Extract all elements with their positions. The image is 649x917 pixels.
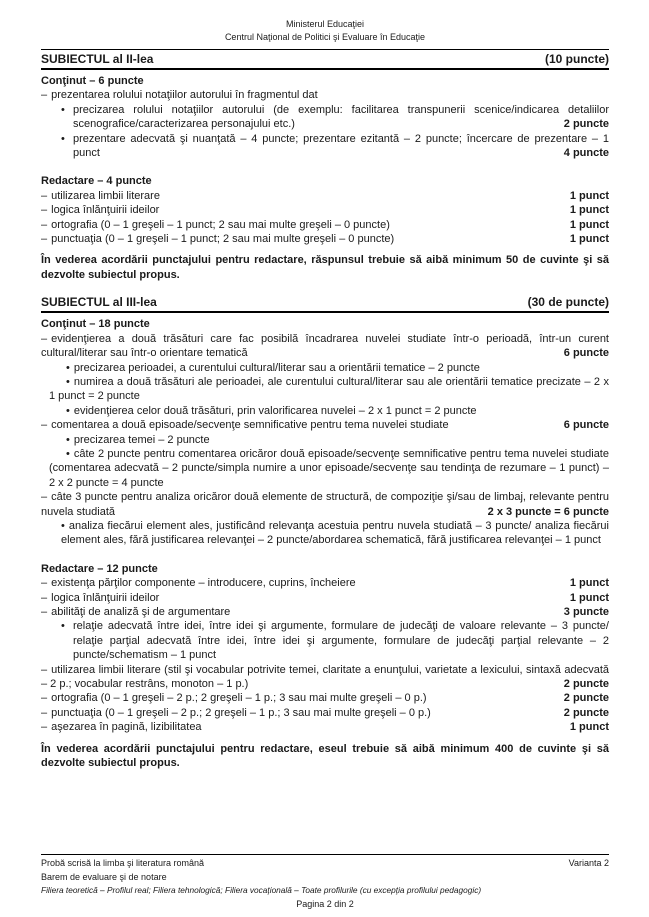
section-3-total-points: (30 de puncte) [527, 295, 609, 310]
rubric-text: precizarea temei – 2 puncte [73, 433, 210, 446]
section-3-title-bar [41, 294, 609, 313]
dash-marker: – [41, 491, 48, 504]
points-value: 3 puncte [558, 605, 609, 619]
document-type: Barem de evaluare şi de notare [41, 871, 167, 882]
points-value: 2 puncte [558, 691, 609, 705]
footer-divider [41, 854, 609, 855]
rubric-item [41, 103, 609, 132]
section-subiectul-2 [41, 49, 609, 282]
rubric-text: precizarea rolului notaţiilor autorului (de exemplu: facilitarea transpunerii scenice/indicarea detaliilor scenografice/caracterizarea personajului etc.) [73, 103, 609, 131]
rubric-text: punctuaţia (0 – 1 greşeli – 2 p.; 2 greşeli – 1 p.; 3 sau mai multe greşeli – 0 p.) [51, 706, 431, 719]
dash-marker: – [41, 233, 48, 246]
rubric-item [41, 591, 609, 605]
rubric-heading [41, 317, 609, 331]
dash-marker: – [41, 692, 48, 705]
rubric-item [41, 706, 609, 720]
section-2-title: SUBIECTUL al II-lea [41, 52, 154, 66]
rubric-text: evidenţierea a două trăsături care fac posibilă încadrarea nuvelei studiate într-o perioadă, într-un curent cultural/literar sau într-o orientare tematică [41, 332, 609, 360]
section-2-total-points: (10 puncte) [544, 52, 609, 66]
section-2-title-bar [41, 49, 609, 70]
rubric-item [41, 418, 609, 432]
bullet-marker: • [61, 620, 65, 633]
rubric-text: câte 2 puncte pentru comentarea oricăror două episoade/secvenţe semnificative pentru tema nuvelei studiate (comentarea adecvată – 2 puncte/simpla numire a unor episoade/secvenţe sau tendinţa de rezumare – 1 punct) – 2 x 2 puncte = 4 puncte [49, 447, 609, 489]
variant-label: Varianta 2 [568, 858, 609, 868]
points-value: 1 punct [564, 203, 609, 217]
bullet-marker: • [66, 361, 70, 374]
bullet-marker: • [66, 447, 70, 460]
rubric-item [41, 218, 609, 232]
rubric-item [41, 605, 609, 619]
rubric-text: ortografia (0 – 1 greşeli – 1 punct; 2 sau mai multe greşeli – 0 puncte) [51, 218, 390, 231]
points-value: 6 puncte [558, 418, 609, 432]
rubric-text: În vederea acordării punctajului pentru redactare, răspunsul trebuie să aibă minimum 50 de cuvinte şi să dezvolte subiectul propus. [41, 254, 609, 281]
rubric-item [41, 663, 609, 692]
dash-marker: – [41, 663, 48, 676]
bullet-marker: • [66, 404, 70, 417]
rubric-item [41, 490, 609, 519]
points-value: 1 punct [564, 591, 609, 605]
dash-marker: – [41, 189, 48, 202]
page-number: Pagina 2 din 2 [296, 898, 354, 909]
rubric-text: existenţa părţilor componente – introducere, cuprins, încheiere [51, 577, 356, 590]
rubric-item [41, 691, 609, 705]
rubric-item [41, 203, 609, 217]
rubric-text: comentarea a două episoade/secvenţe semnificative pentru tema nuvelei studiate [51, 419, 449, 432]
ministry-name: Ministerul Educaţiei [285, 19, 365, 29]
rubric-item [41, 519, 609, 548]
rubric-item [41, 720, 609, 734]
rubric-item [41, 433, 609, 447]
bullet-marker: • [66, 375, 70, 388]
rubric-item [41, 576, 609, 590]
rubric-item [41, 332, 609, 361]
rubric-text: punctuaţia (0 – 1 greşeli – 1 punct; 2 sau mai multe greşeli – 0 puncte) [51, 233, 395, 246]
rubric-text: precizarea perioadei, a curentului cultural/literar sau a orientării tematice – 2 puncte [73, 361, 480, 374]
dash-marker: – [41, 204, 48, 217]
profiles-line: Filiera teoretică – Profilul real; Filiera tehnologică; Filiera vocaţională – Toate profilurile (cu excepţia profilului pedagogic) [41, 885, 482, 895]
bullet-marker: • [66, 433, 70, 446]
dash-marker: – [41, 606, 48, 618]
rubric-text: numirea a două trăsături ale perioadei, ale curentului cultural/literar sau ale orientării tematice precizate – 2 x 1 punct = 2 puncte [49, 375, 609, 403]
rubric-text: Redactare – 4 puncte [41, 175, 152, 188]
rubric-text: utilizarea limbii literare [51, 189, 160, 202]
bullet-marker: • [61, 103, 65, 116]
document-footer [41, 854, 609, 911]
rubric-item [41, 619, 609, 662]
rubric-text: ortografia (0 – 1 greşeli – 2 p.; 2 greşeli – 1 p.; 3 sau mai multe greşeli – 0 p.) [51, 692, 427, 705]
bullet-marker: • [61, 132, 65, 145]
rubric-item [41, 232, 609, 246]
rubric-text: prezentare adecvată şi nuanţată – 4 puncte; prezentare ezitantă – 2 puncte; încercare de prezentare – 1 punct [73, 132, 609, 160]
points-value: 1 punct [564, 576, 609, 590]
rubric-heading [41, 74, 609, 88]
rubric-item [41, 88, 609, 102]
points-value: 2 puncte [558, 117, 609, 131]
rubric-text: Redactare – 12 puncte [41, 562, 158, 575]
rubric-text: logica înlănţuirii ideilor [51, 591, 160, 604]
rubric-item [41, 361, 609, 375]
footer-row-exam [41, 857, 609, 871]
rubric-text: Conţinut – 6 puncte [41, 75, 144, 87]
section-subiectul-3 [41, 282, 609, 770]
rubric-note [41, 742, 609, 771]
rubric-heading [41, 562, 609, 576]
rubric-text: analiza fiecărui element ales, justificând relevanţa acestuia pentru nuvela studiată – 3 puncte/ analiza fiecărui element ales, fără justificarea relevanţei – 2 puncte/abordarea schematică, fără justificarea relevanţei – 1 punct [61, 519, 609, 547]
dash-marker: – [41, 591, 48, 604]
dash-marker: – [41, 89, 48, 102]
rubric-text: câte 3 puncte pentru analiza oricăror două elemente de structură, de compoziţie şi/sau de limbaj, relevante pentru nuvela studiată [41, 491, 609, 518]
national-center-name: Centrul Naţional de Politici şi Evaluare în Educaţie [224, 32, 426, 42]
rubric-heading [41, 174, 609, 188]
section-3-rubric [41, 317, 609, 770]
dash-marker: – [41, 721, 48, 734]
dash-marker: – [41, 419, 48, 432]
spacer [41, 548, 609, 562]
points-value: 2 x 3 puncte = 6 puncte [482, 505, 609, 519]
rubric-text: utilizarea limbii literare (stil şi vocabular potrivite temei, claritate a enunţului, varietate a lexicului, sintaxă adecvată – 2 p.; vocabular restrâns, monoton – 1 p.) [41, 663, 609, 691]
rubric-text: abilităţi de analiză şi de argumentare [51, 606, 231, 618]
dash-marker: – [41, 332, 48, 345]
rubric-item [41, 375, 609, 404]
rubric-text: În vederea acordării punctajului pentru redactare, eseul trebuie să aibă minimum 400 de cuvinte şi să dezvolte subiectul propus. [41, 742, 609, 770]
rubric-text: logica înlănţuirii ideilor [51, 204, 160, 217]
points-value: 1 punct [564, 218, 609, 232]
points-value: 1 punct [564, 189, 609, 203]
points-value: 2 puncte [558, 677, 609, 691]
rubric-item [41, 404, 609, 418]
points-value: 6 puncte [558, 346, 609, 360]
points-value: 4 puncte [558, 146, 609, 160]
bullet-marker: • [61, 519, 65, 532]
points-value: 1 punct [564, 720, 609, 734]
rubric-text: aşezarea în pagină, lizibilitatea [51, 721, 202, 734]
points-value: 2 puncte [558, 706, 609, 720]
rubric-text: prezentarea rolului notaţiilor autorului în fragmentul dat [51, 89, 318, 102]
rubric-item [41, 132, 609, 161]
dash-marker: – [41, 577, 48, 590]
rubric-item [41, 447, 609, 490]
section-3-title: SUBIECTUL al III-lea [41, 295, 157, 310]
spacer [41, 160, 609, 174]
rubric-item [41, 189, 609, 203]
dash-marker: – [41, 218, 48, 231]
rubric-text: Conţinut – 18 puncte [41, 318, 150, 331]
section-2-rubric [41, 74, 609, 282]
document-header [41, 18, 609, 44]
rubric-text: evidenţierea celor două trăsături, prin valorificarea nuvelei – 2 x 1 punct = 2 puncte [73, 404, 477, 417]
exam-name: Probă scrisă la limba şi literatura română [41, 858, 205, 868]
rubric-note [41, 253, 609, 282]
points-value: 1 punct [564, 232, 609, 246]
rubric-text: relaţie adecvată între idei, între idei şi argumente, formulare de judecăţi de valoare relevante – 3 puncte/ relaţie parţial adecvată între idei, între idei şi argumente, formulare de judecăţi parţial relevante – 2 puncte/schematism – 1 punct [73, 620, 609, 662]
dash-marker: – [41, 706, 48, 719]
